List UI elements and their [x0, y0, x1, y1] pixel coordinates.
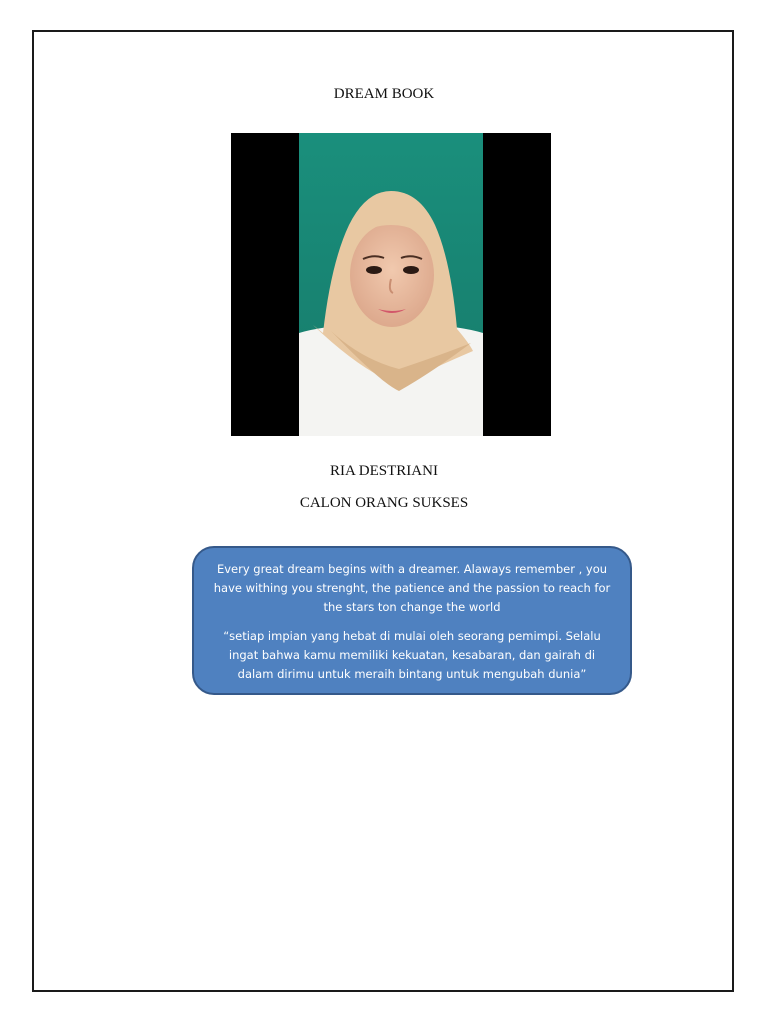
- quote-english: Every great dream begins with a dreamer. Alaways remember , you have withing you strenght, the patience and the passion to reach for the stars ton change the world: [213, 562, 611, 614]
- author-name: RIA DESTRIANI: [330, 463, 438, 479]
- portrait-photo: [231, 133, 551, 436]
- document-title: DREAM BOOK: [333, 86, 435, 102]
- portrait-illustration: [231, 133, 551, 436]
- quote-indonesian: “setiap impian yang hebat di mulai oleh seorang pemimpi. Selalu ingat bahwa kamu memiliki kekuatan, kesabaran, dan gairah di dalam dirimu untuk meraih bintang untuk mengubah dunia”: [223, 629, 601, 681]
- author-subtitle: CALON ORANG SUKSES: [299, 495, 469, 511]
- quote-box: [192, 546, 632, 695]
